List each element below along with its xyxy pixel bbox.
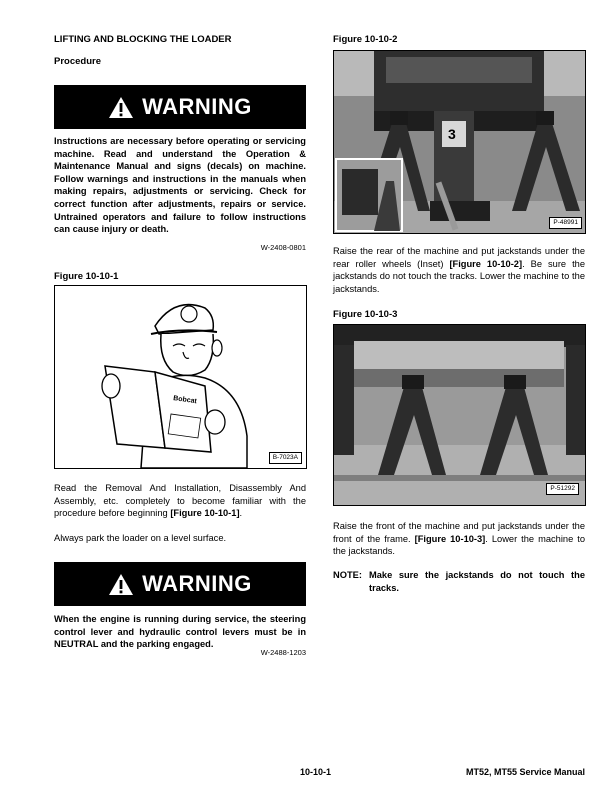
paragraph-text-end: . bbox=[239, 508, 243, 519]
figure-tag: B-7023A bbox=[269, 452, 302, 464]
paragraph-text: Read the Removal And Installation, Disassembly And Assembly, etc. completely to become familiar with the procedure before beginning bbox=[54, 483, 306, 519]
figure-reference: [Figure 10-10-1] bbox=[170, 508, 240, 519]
man-reading-manual-illustration bbox=[55, 286, 306, 468]
section-title: LIFTING AND BLOCKING THE LOADER bbox=[54, 34, 232, 45]
warning-banner-2 bbox=[54, 562, 306, 606]
figure-caption-2: Figure 10-10-2 bbox=[333, 34, 398, 45]
figure-photo-front-jackstands bbox=[333, 324, 586, 506]
paragraph-park: Always park the loader on a level surface. bbox=[54, 533, 227, 543]
manual-title: MT52, MT55 Service Manual bbox=[465, 767, 585, 777]
warning-text: Instructions are necessary before operating or servicing machine. Read and understand the Operation & Maintenance Manual and signs (decals) on machine. Follow warnings and instructions in the manuals when making repairs, adjustments or servicing. Check for correct function after adjustments, repairs or service. Untrained operators and failure to follow instructions can cause injury or death. bbox=[54, 136, 306, 235]
paragraph-front bbox=[333, 520, 585, 558]
warning-code: W-2408-0801 bbox=[260, 243, 306, 252]
paragraph-text: Raise the front of the machine and put jackstands under the front of the frame. bbox=[333, 521, 585, 544]
warning-triangle-icon bbox=[108, 573, 134, 596]
front-jackstand-photo bbox=[334, 325, 585, 505]
note bbox=[333, 569, 585, 594]
paragraph-text-end: . Be sure the jackstands do not touch the tracks. Lower the machine to the jackstands. bbox=[333, 258, 585, 294]
note-label: NOTE: bbox=[333, 570, 362, 580]
procedure-heading: Procedure bbox=[54, 56, 101, 67]
figure-reference: [Figure 10-10-2] bbox=[449, 258, 523, 269]
book-brand-text: Bobcat bbox=[172, 395, 198, 406]
figure-reference: [Figure 10-10-3] bbox=[414, 533, 486, 544]
warning-code-2: W-2488-1203 bbox=[260, 648, 306, 657]
figure-caption: Figure 10-10-1 bbox=[54, 271, 119, 282]
page-number: 10-10-1 bbox=[300, 767, 332, 777]
warning-label: WARNING bbox=[142, 94, 252, 119]
svg-text:3: 3 bbox=[448, 126, 456, 142]
paragraph-rear bbox=[333, 245, 585, 295]
warning-text-2: When the engine is running during service, the steering control lever and hydraulic control levers must be in NEUTRAL and the parking engaged. bbox=[54, 614, 306, 650]
warning-triangle-icon bbox=[108, 96, 134, 119]
rear-jackstand-photo bbox=[334, 51, 585, 233]
paragraph-text: Raise the rear of the machine and put jackstands under the rear roller wheels (Inset) bbox=[333, 246, 585, 269]
paragraph-removal bbox=[54, 482, 306, 520]
figure-caption-3: Figure 10-10-3 bbox=[333, 309, 398, 320]
figure-tag-3: P-51292 bbox=[546, 483, 579, 495]
figure-tag-2: P-48991 bbox=[549, 217, 582, 229]
figure-photo-rear-jackstands bbox=[333, 50, 586, 234]
warning-label: WARNING bbox=[142, 571, 252, 596]
warning-banner bbox=[54, 85, 306, 129]
figure-illustration bbox=[54, 285, 307, 469]
paragraph-text-end: . Lower the machine to the jackstands. bbox=[333, 533, 585, 557]
note-text: Make sure the jackstands do not touch the tracks. bbox=[369, 570, 585, 593]
